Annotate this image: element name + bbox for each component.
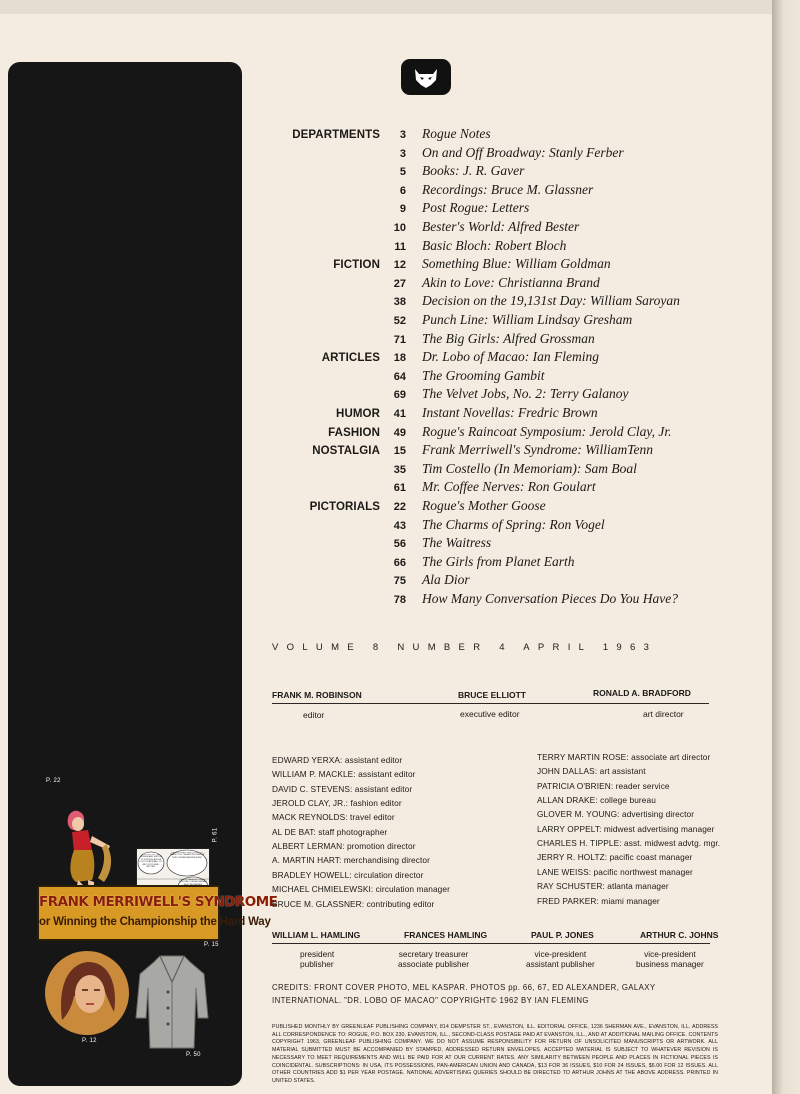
rogue-devil-logo[interactable]	[401, 59, 451, 95]
staff-entry: MICHAEL CHMIELEWSKI: circulation manager	[272, 884, 450, 895]
toc-row[interactable]	[262, 163, 772, 181]
toc-page-number: 52	[393, 315, 406, 327]
toc-page-number: 35	[393, 463, 406, 476]
toc-title[interactable]: How Many Conversation Pieces Do You Have?	[422, 591, 678, 606]
staff-entry: LANE WEISS: pacific northwest manager	[537, 866, 693, 877]
toc-page-number: 9	[399, 203, 406, 216]
page-label-p61: P. 61	[212, 827, 219, 843]
staff-entry: AL DE BAT: staff photographer	[272, 826, 388, 837]
sidebar-panel	[8, 62, 278, 1086]
staff-entry: RAY SCHUSTER: atlanta manager	[537, 881, 669, 892]
toc-title[interactable]: Frank Merriwell's Syndrome: WilliamTenn	[422, 442, 653, 458]
toc-title[interactable]: The Charms of Spring: Ron Vogel	[422, 516, 605, 532]
toc-section-heading: FASHION	[328, 426, 380, 439]
toc-page-number: 27	[393, 277, 406, 290]
staff-entry: FRED PARKER: miami manager	[537, 895, 660, 906]
toc-title[interactable]: Instant Novellas: Fredric Brown	[422, 405, 598, 420]
staff-entry: LARRY OPPELT: midwest advertising manager	[537, 823, 715, 834]
toc-title[interactable]: Akin to Love: Christianna Brand	[422, 274, 600, 290]
publisher-roles	[636, 949, 704, 969]
toc-section-heading: PICTORIALS	[309, 501, 380, 513]
publisher-name: ARTHUR C. JOHNS	[640, 930, 719, 940]
publisher-roles	[526, 949, 595, 969]
toc-page-number: 41	[393, 408, 406, 420]
publisher-name: WILLIAM L. HAMLING	[272, 930, 361, 940]
publisher-role: vice-president	[534, 949, 587, 959]
staff-entry: JOHN DALLAS: art assistant	[537, 766, 646, 777]
page-label-p50: P. 50	[186, 1052, 201, 1058]
staff-entry: A. MARTIN HART: merchandising director	[272, 855, 430, 866]
publisher-role: publisher	[300, 959, 334, 969]
staff-entry: JEROLD CLAY, JR.: fashion editor	[272, 798, 402, 809]
toc-row[interactable]	[262, 442, 772, 460]
toc-title[interactable]: Post Rogue: Letters	[422, 200, 530, 216]
toc-title[interactable]: Basic Bloch: Robert Bloch	[422, 237, 567, 253]
toc-row[interactable]	[262, 535, 772, 553]
toc-page-number: 11	[394, 240, 406, 253]
toc-row[interactable]	[262, 349, 772, 367]
publisher-role: business manager	[636, 959, 704, 969]
toc-title[interactable]: Mr. Coffee Nerves: Ron Goulart	[422, 479, 596, 495]
toc-row[interactable]	[262, 461, 772, 479]
toc-page-number: 15	[393, 445, 406, 458]
page-label-p15: P. 15	[204, 942, 219, 948]
art-director-role: art director	[643, 709, 684, 719]
toc-page-number: 75	[393, 575, 406, 588]
toc-page-number: 12	[393, 259, 406, 272]
toc-row[interactable]	[262, 424, 772, 442]
toc-section-heading: HUMOR	[336, 408, 380, 420]
toc-title[interactable]: Punch Line: William Lindsay Gresham	[422, 312, 633, 327]
toc-page-number: 61	[393, 482, 406, 495]
woman-portrait-illustration[interactable]	[44, 950, 130, 1036]
executive-editor-name: BRUCE ELLIOTT	[458, 690, 526, 700]
toc-row[interactable]	[262, 182, 772, 200]
editor-name: FRANK M. ROBINSON	[272, 690, 362, 700]
credits-text: CREDITS: FRONT COVER PHOTO, MEL KASPAR. PHOTOS pp. 66, 67, ED ALEXANDER, GALAXY INTERNATIONAL. "DR. LOBO OF MACAO" COPYRIGHT© 1962 BY IAN FLEMING	[272, 983, 656, 1005]
toc-page-number: 5	[399, 166, 406, 179]
toc-title[interactable]: The Velvet Jobs, No. 2: Terry Galanoy	[422, 386, 629, 402]
toc-page-number: 38	[393, 296, 406, 309]
toc-page-number: 66	[393, 556, 406, 569]
toc-title[interactable]: The Grooming Gambit	[422, 367, 545, 383]
toc-title[interactable]: Dr. Lobo of Macao: Ian Fleming	[422, 349, 599, 365]
frank-merriwell-banner[interactable]	[37, 885, 278, 941]
banner-title: FRANK MERRIWELL'S SYNDROME	[39, 894, 278, 910]
toc-row[interactable]	[262, 479, 772, 497]
publisher-role: president	[300, 949, 335, 959]
staff-entry: PATRICIA O'BRIEN: reader service	[537, 780, 670, 791]
toc-title[interactable]: The Waitress	[422, 535, 492, 551]
toc-row[interactable]	[262, 275, 772, 293]
toc-row[interactable]	[262, 238, 772, 256]
toc-row[interactable]	[262, 591, 772, 609]
toc-page-number: 69	[393, 389, 406, 402]
staff-entry: TERRY MARTIN ROSE: associate art director	[537, 752, 711, 762]
toc-row[interactable]	[262, 405, 772, 423]
staff-entry: EDWARD YERXA: assistant editor	[272, 755, 403, 765]
publisher-roles	[300, 949, 334, 969]
publisher-role: vice-president	[644, 949, 696, 959]
toc-row[interactable]	[262, 200, 772, 218]
comic-balloon-1: IF YOU'D CUT OUT COFFEE AND SWITCH TO POSTUM, AS THE DOCTOR ADVISED, I'LL BET YOU'D FEEL BETTER!	[139, 854, 163, 869]
toc-section-heading: DEPARTMENTS	[292, 129, 380, 141]
toc-row[interactable]	[262, 572, 772, 590]
publication-fine-print: PUBLISHED MONTHLY BY GREENLEAF PUBLISHING COMPANY, 814 DEMPSTER ST., EVANSTON, ILL. EDITORIAL OFFICE, 1236 SHERMAN AVE., EVANSTON, ILL. ADDRESS ALL CORRESPONDENCE TO: ROGUE, P.O. BOX 230, EVANSTON, ILL., SECOND-CLASS POSTAGE PAID AT EVANSTON, ILL., AND AT ADDITIONAL MAILING OFFICE. CONTENTS COPYRIGHT 1963, GREENLEAF PUBLISHING COMPANY. WE DO NOT ASSUME RESPONSIBILITY FOR RETURN OF UNSOLICITED MANUSCRIPTS OR ARTWORK. ALL MATERIAL SUBMITTED MUST BE ACCOMPANIED BY STAMPED, ADDRESSED RETURN ENVELOPES. ACCEPTED MATERIAL IS SUBJECT TO WHATEVER REVISION IS NECESSARY TO MEET REQUIREMENTS AND WILL BE PAID FOR AT OUR CURRENT RATES. ANY SIMILARITY BETWEEN PEOPLE AND PLACES IN FICTIONAL PIECES IS COINCIDENTAL. SUBSCRIPTIONS: IN USA, ITS POSSESSIONS, PAN-AMERICAN UNION AND CANADA, $13 FOR 36 ISSUES, $10 FOR 24 ISSUES, $6.00 FOR 12 ISSUES. ALL OTHER COUNTRIES ADD $1 PER YEAR POSTAGE. NATIONAL ADVERTISING QUERIES SHOULD BE DIRECTED TO ARTHUR JOHNS AT THE ABOVE ADDRESS. PRINTED IN UNITED STATES.	[272, 1024, 718, 1084]
staff-entry: BRUCE M. GLASSNER: contributing editor	[272, 898, 435, 909]
toc-page-number: 49	[393, 426, 406, 439]
publishers-rule	[272, 943, 710, 944]
masthead-rule	[272, 703, 709, 704]
toc-page-number: 18	[393, 352, 406, 365]
publisher-name: FRANCES HAMLING	[404, 930, 488, 940]
toc-title[interactable]: The Big Girls: Alfred Grossman	[422, 330, 595, 346]
devil-mask-icon	[401, 59, 451, 95]
toc-page-number: 6	[399, 184, 406, 197]
toc-title[interactable]: Something Blue: William Goldman	[422, 256, 611, 272]
staff-entry: ALLAN DRAKE: college bureau	[537, 795, 656, 806]
toc-title[interactable]: Tim Costello (In Memoriam): Sam Boal	[422, 460, 637, 476]
editor-role: editor	[303, 710, 325, 720]
volume-issue-line: VOLUME 8 NUMBER 4 APRIL 1963	[272, 642, 658, 653]
toc-title[interactable]: Ala Dior	[422, 572, 470, 588]
toc-page-number: 3	[399, 147, 406, 160]
toc-row[interactable]	[262, 554, 772, 572]
raincoat-illustration[interactable]	[134, 952, 210, 1052]
toc-title[interactable]: Recordings: Bruce M. Glassner	[422, 181, 594, 197]
toc-page-number: 56	[393, 538, 406, 551]
toc-row[interactable]	[262, 386, 772, 404]
toc-row[interactable]	[262, 498, 772, 516]
toc-title[interactable]: Rogue Notes	[422, 126, 491, 141]
toc-row[interactable]	[262, 219, 772, 237]
toc-row[interactable]	[262, 126, 772, 144]
scan-top-band	[0, 0, 800, 14]
banner-subtitle: or Winning the Championship the Hard Way	[39, 916, 271, 928]
toc-row[interactable]	[262, 312, 772, 330]
staff-entry: MACK REYNOLDS: travel editor	[272, 812, 395, 823]
staff-entry: WILLIAM P. MACKLE: assistant editor	[272, 769, 416, 780]
publisher-name: PAUL P. JONES	[531, 930, 594, 940]
toc-row[interactable]	[262, 331, 772, 349]
toc-page-number: 22	[393, 501, 406, 513]
staff-entry: CHARLES H. TIPPLE: asst. midwest advtg. mgr.	[537, 838, 721, 849]
toc-row[interactable]	[262, 256, 772, 274]
toc-page-number: 43	[393, 519, 406, 532]
staff-entry: DAVID C. STEVENS: assistant editor	[272, 783, 413, 794]
toc-page-number: 10	[393, 222, 406, 234]
staff-entry: JERRY R. HOLTZ: pacific coast manager	[537, 852, 693, 863]
page-label-p12: P. 12	[82, 1038, 97, 1044]
toc-section-heading: FICTION	[333, 259, 380, 272]
toc-title[interactable]: Decision on the 19,131st Day: William Saroyan	[422, 293, 680, 309]
page-gutter	[772, 0, 800, 1094]
comic-balloon-3: KEEP CHANGING! DRINK POSTUM! COFFEE NERVES	[179, 879, 207, 884]
staff-entry: GLOVER M. YOUNG: advertising director	[537, 809, 695, 820]
toc-title[interactable]: Bester's World: Alfred Bester	[422, 219, 580, 234]
toc-page-number: 64	[393, 370, 406, 383]
toc-title[interactable]: The Girls from Planet Earth	[422, 553, 575, 569]
publisher-roles	[398, 949, 469, 969]
art-director-name: RONALD A. BRADFORD	[593, 688, 691, 698]
toc-row[interactable]	[262, 145, 772, 163]
staff-entry: ALBERT LERMAN: promotion director	[272, 841, 416, 852]
toc-title[interactable]: On and Off Broadway: Stanly Ferber	[422, 144, 624, 160]
toc-row[interactable]	[262, 293, 772, 311]
executive-editor-role: executive editor	[460, 709, 520, 719]
page-label-p22: P. 22	[46, 778, 61, 784]
publisher-role: associate publisher	[398, 959, 470, 969]
toc-section-heading: ARTICLES	[321, 352, 380, 365]
staff-entry: BRADLEY HOWELL: circulation director	[272, 869, 424, 880]
publisher-role: secretary treasurer	[398, 949, 469, 959]
toc-title[interactable]: Books: J. R. Gaver	[422, 163, 525, 179]
toc-page-number: 78	[393, 594, 406, 606]
toc-row[interactable]	[262, 368, 772, 386]
toc-section-heading: NOSTALGIA	[312, 445, 380, 458]
toc-title[interactable]: Rogue's Raincoat Symposium: Jerold Clay, Jr.	[422, 423, 672, 439]
publisher-role: assistant publisher	[526, 959, 595, 969]
toc-row[interactable]	[262, 517, 772, 535]
comic-balloon-2: OH, ALL RIGHT. I WILL! JUST TO THANK YOU! THERE'S NOTHING IN THIS COFFEE-NERVES BUNK!	[169, 852, 205, 859]
toc-page-number: 71	[393, 333, 406, 346]
toc-page-number: 3	[399, 129, 406, 141]
toc-title[interactable]: Rogue's Mother Goose	[422, 498, 546, 513]
